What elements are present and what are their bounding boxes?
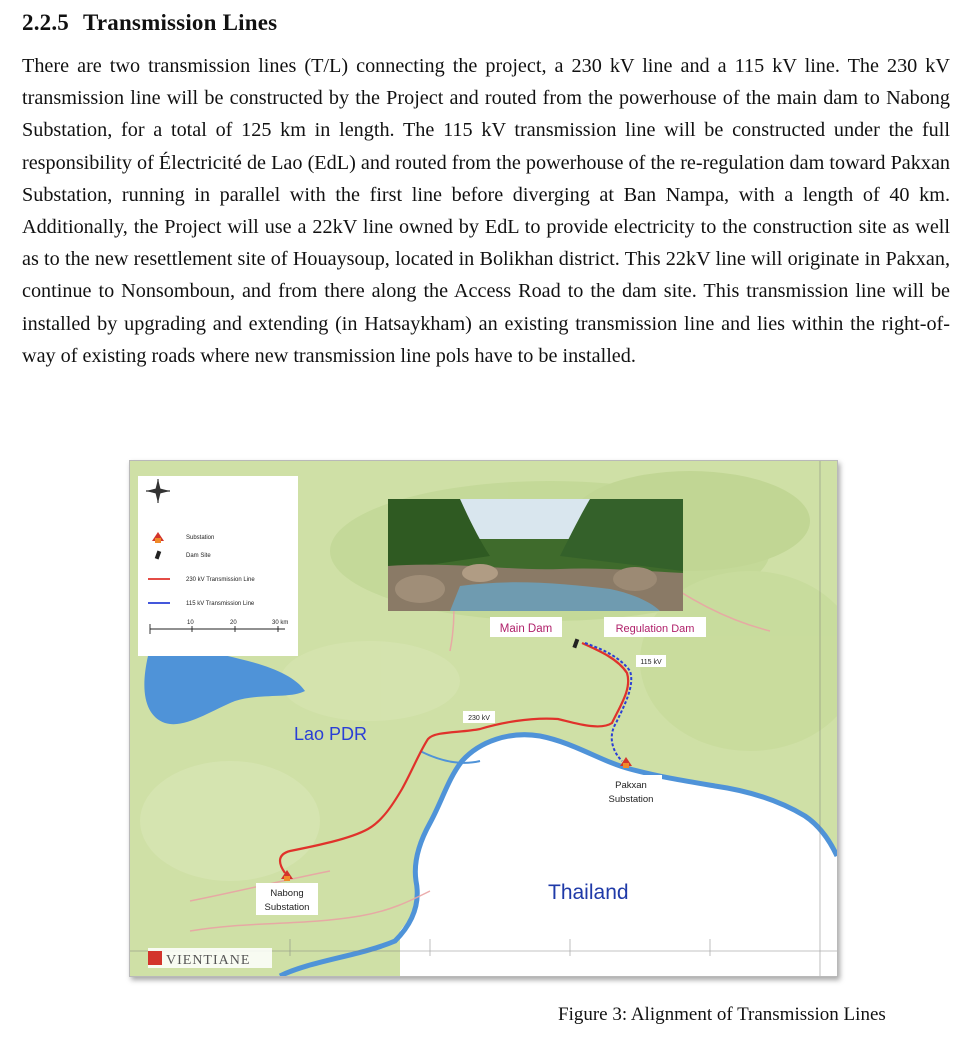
kv115-label: 115 kV <box>640 659 662 666</box>
legend-dam-site-label: Dam Site <box>186 553 211 559</box>
kv230-label: 230 kV <box>468 715 490 722</box>
vientiane-marker <box>148 951 162 965</box>
vientiane-label: VIENTIANE <box>166 953 251 968</box>
section-title: Transmission Lines <box>83 10 278 35</box>
thailand-label: Thailand <box>548 881 629 904</box>
map-figure <box>129 460 838 977</box>
legend-230-label: 230 kV Transmission Line <box>186 577 255 583</box>
legend-substation-label: Substation <box>186 535 215 541</box>
pakxan-substation-label: Substation <box>608 794 654 805</box>
section-heading <box>22 10 277 36</box>
regulation-dam-label: Regulation Dam <box>615 623 695 635</box>
section-number: 2.2.5 <box>22 10 69 35</box>
scale-tick-20: 20 <box>230 620 237 626</box>
legend-115-label: 115 kV Transmission Line <box>186 601 255 607</box>
nabong-label: Nabong <box>270 888 304 899</box>
figure-caption: Figure 3: Alignment of Transmission Lines <box>558 1004 886 1025</box>
dam-site-photo <box>388 499 683 611</box>
pakxan-label: Pakxan <box>615 780 647 791</box>
main-dam-label: Main Dam <box>499 623 553 635</box>
body-paragraph: There are two transmission lines (T/L) connecting the project, a 230 kV line and a 115 kV line. The 230 kV transmission line will be constructed by the Project and routed from the powerhouse of the main dam to Nabong Substation, for a total of 125 km in length. The 115 kV transmission line will be constructed under the full responsibility of Électricité de Lao (EdL) and routed from the powerhouse of the re-regulation dam toward Pakxan Substation, running in parallel with the first line before diverging at Ban Nampa, with a length of 40 km. Additionally, the Project will use a 22kV line owned by EdL to provide electricity to the construction site as well as to the new resettlement site of Houaysoup, located in Bolikhan district. This 22kV line will originate in Pakxan, continue to Nonsomboun, and from there along the Access Road to the dam site. This transmission line will be installed by upgrading and extending (in Hatsaykham) an existing transmission line and lies within the right-of-way of existing roads where new transmission line pols have to be installed. <box>22 55 950 367</box>
lao-pdr-label: Lao PDR <box>294 724 368 744</box>
scale-tick-10: 10 <box>187 620 194 626</box>
map-svg <box>130 461 837 976</box>
scale-tick-30: 30 km <box>272 620 289 626</box>
nabong-substation-label: Substation <box>264 902 310 913</box>
